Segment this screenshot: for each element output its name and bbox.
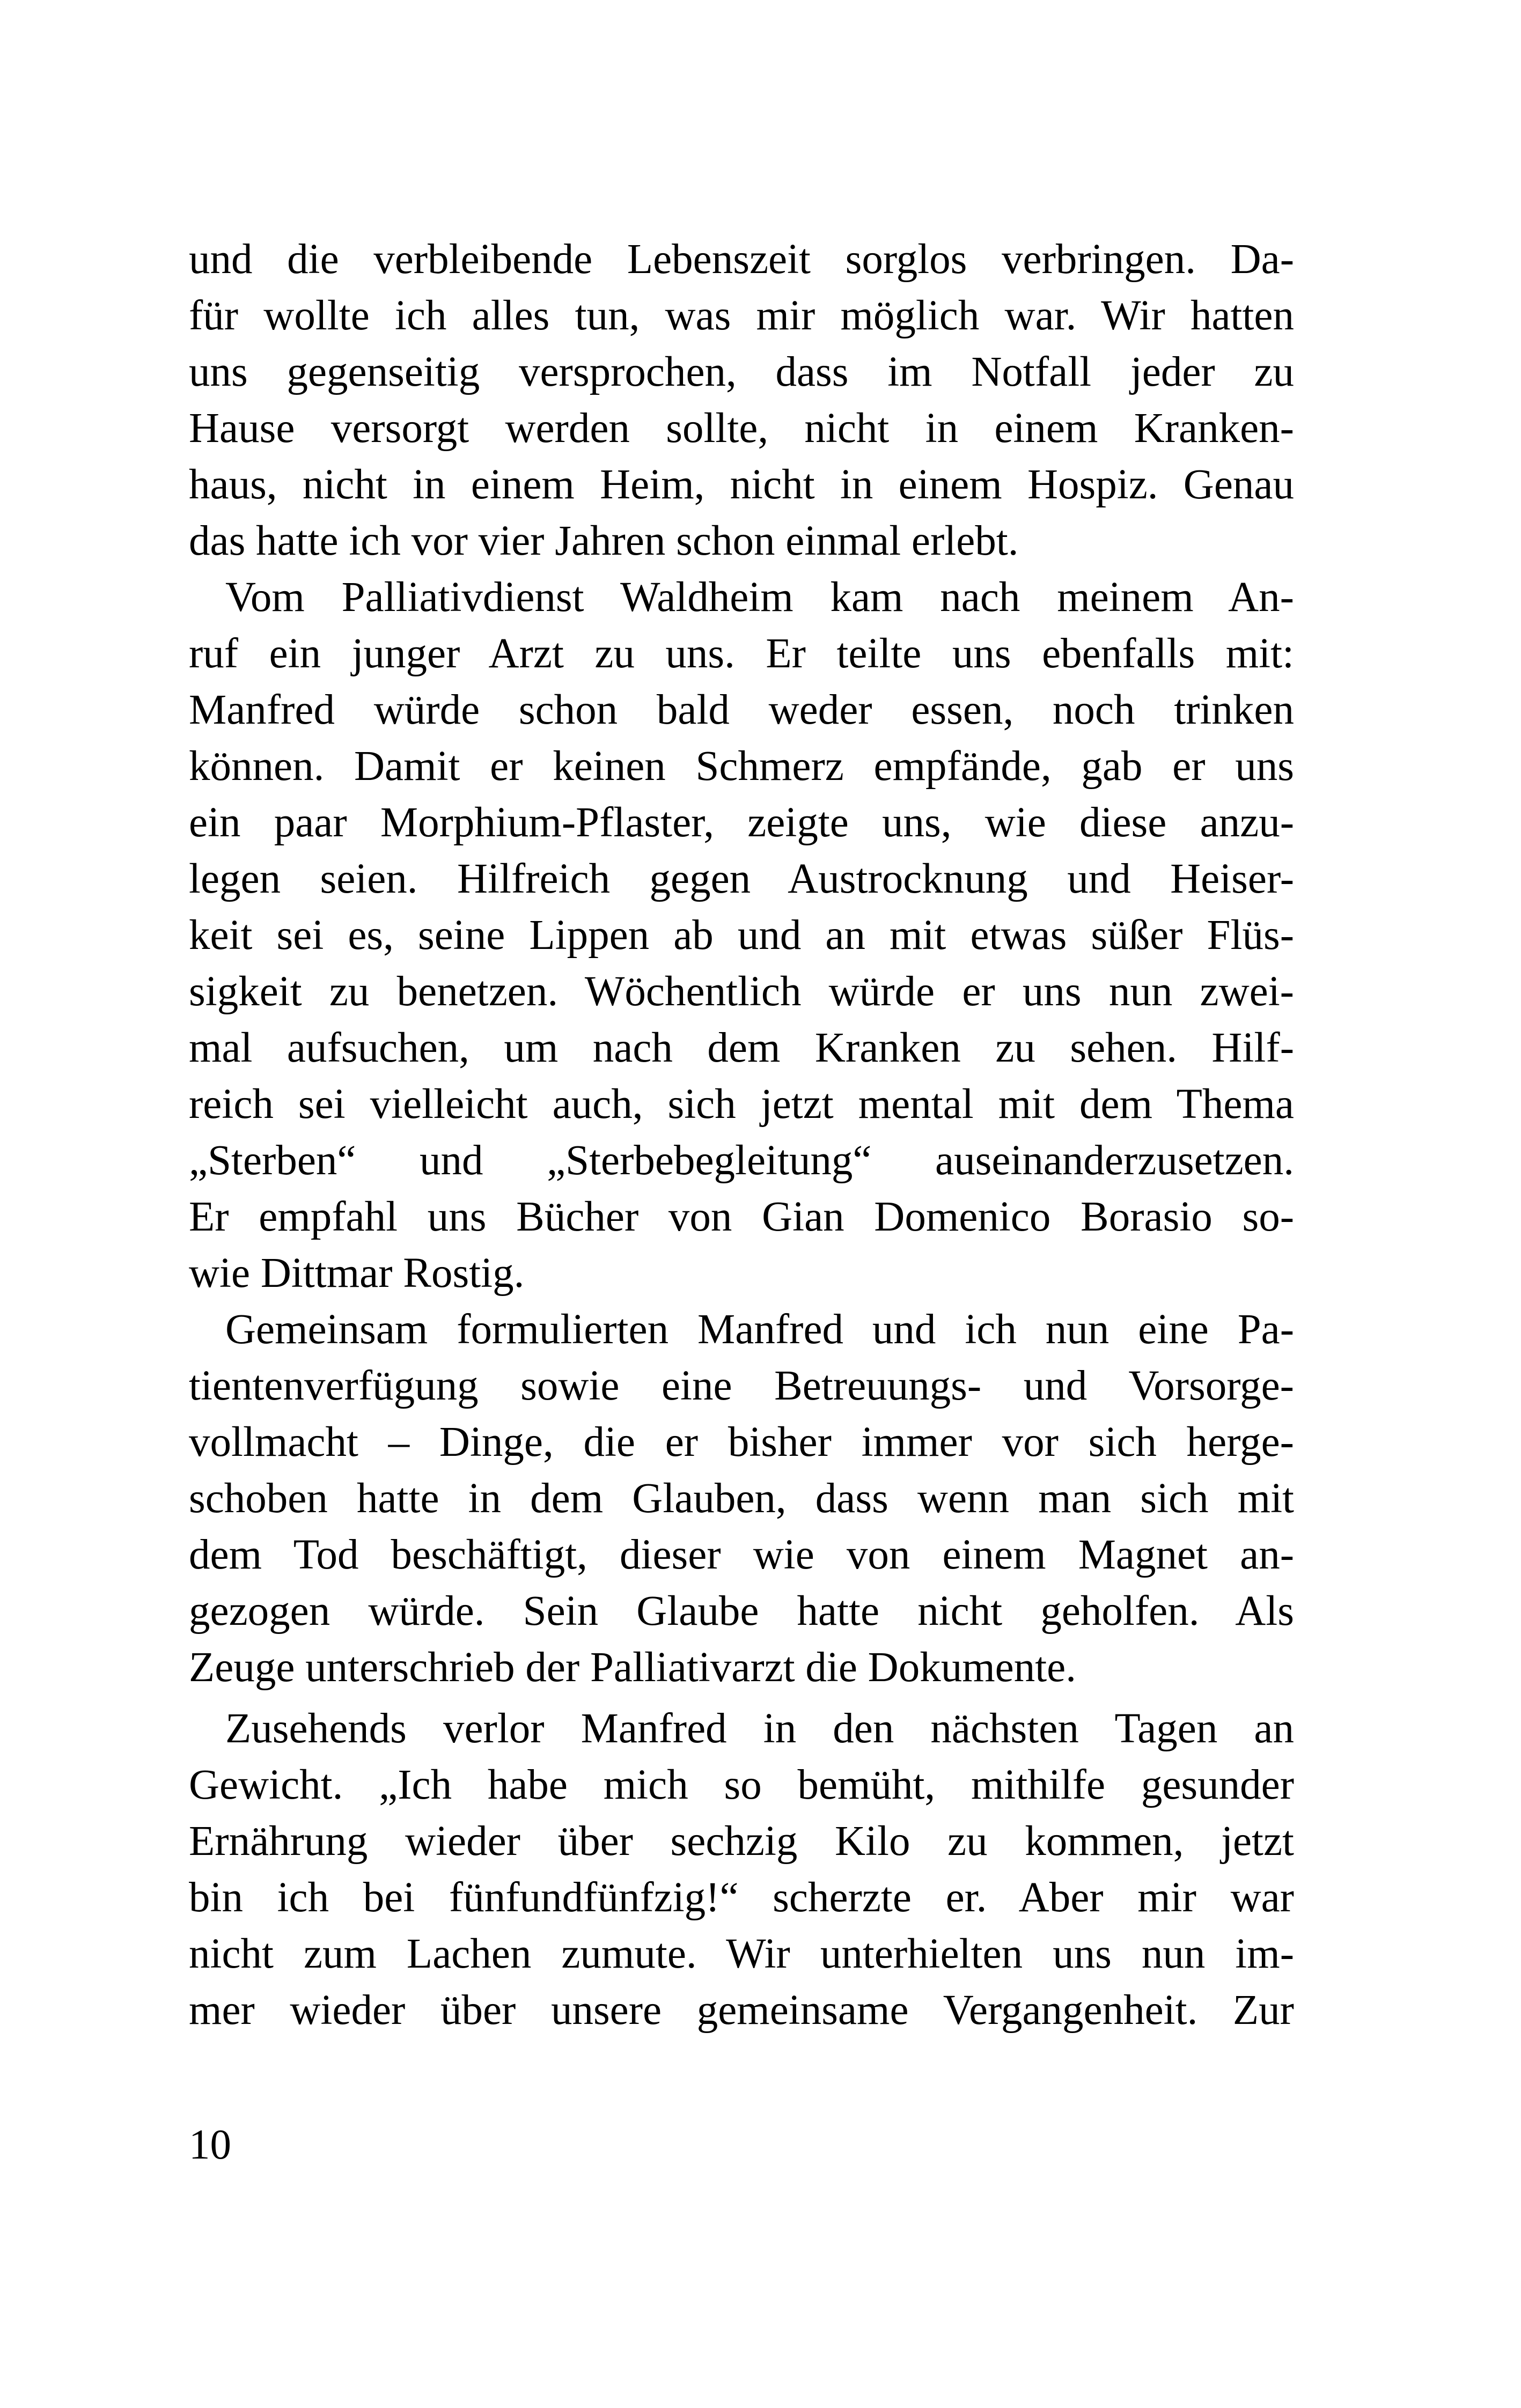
text-line: mal aufsuchen, um nach dem Kranken zu sehen. Hilf- — [189, 1025, 1294, 1071]
text-line: nicht zum Lachen zumute. Wir unterhielten uns nun im- — [189, 1931, 1294, 1977]
text-line: keit sei es, seine Lippen ab und an mit etwas süßer Flüs- — [189, 912, 1294, 959]
text-section-2 — [189, 1700, 1294, 2038]
text-line: Zeuge unterschrieb der Palliativarzt die Dokumente. — [189, 1644, 1076, 1691]
text-line: bin ich bei fünfundfünfzig!“ scherzte er. Aber mir war — [189, 1874, 1294, 1921]
text-line: Ernährung wieder über sechzig Kilo zu kommen, jetzt — [189, 1818, 1294, 1865]
text-line: ruf ein junger Arzt zu uns. Er teilte uns ebenfalls mit: — [189, 630, 1294, 677]
text-line: Hause versorgt werden sollte, nicht in einem Kranken- — [189, 405, 1294, 452]
text-line: ein paar Morphium-Pflaster, zeigte uns, wie diese anzu- — [189, 799, 1294, 846]
text-line: reich sei vielleicht auch, sich jetzt mental mit dem Thema — [189, 1081, 1294, 1128]
text-line: legen seien. Hilfreich gegen Austrocknung und Heiser- — [189, 856, 1294, 902]
text-line: können. Damit er keinen Schmerz empfände, gab er uns — [189, 743, 1294, 790]
text-line: für wollte ich alles tun, was mir möglich war. Wir hatten — [189, 292, 1294, 339]
text-line: das hatte ich vor vier Jahren schon einmal erlebt. — [189, 518, 1019, 564]
text-line: wie Dittmar Rostig. — [189, 1250, 525, 1297]
text-line: dem Tod beschäftigt, dieser wie von einem Magnet an- — [189, 1531, 1294, 1578]
text-line: Gewicht. „Ich habe mich so bemüht, mithilfe gesunder — [189, 1762, 1294, 1808]
page-number: 10 — [189, 2122, 231, 2168]
text-line: schoben hatte in dem Glauben, dass wenn man sich mit — [189, 1475, 1294, 1522]
text-line: uns gegenseitig versprochen, dass im Notfall jeder zu — [189, 349, 1294, 395]
text-line: haus, nicht in einem Heim, nicht in einem Hospiz. Genau — [189, 461, 1294, 508]
text-line: „Sterben“ und „Sterbebegleitung“ auseinanderzusetzen. — [189, 1137, 1294, 1184]
text-line: Gemeinsam formulierten Manfred und ich nun eine Pa- — [225, 1306, 1294, 1353]
text-line: Er empfahl uns Bücher von Gian Domenico Borasio so- — [189, 1194, 1294, 1240]
text-line: Zusehends verlor Manfred in den nächsten Tagen an — [225, 1705, 1294, 1752]
text-line: tientenverfügung sowie eine Betreuungs- und Vorsorge- — [189, 1363, 1294, 1409]
text-line: Manfred würde schon bald weder essen, noch trinken — [189, 687, 1294, 733]
text-line: sigkeit zu benetzen. Wöchentlich würde er uns nun zwei- — [189, 968, 1294, 1015]
text-line: vollmacht – Dinge, die er bisher immer vor sich herge- — [189, 1419, 1294, 1466]
text-section-1 — [189, 231, 1294, 1696]
text-line: gezogen würde. Sein Glaube hatte nicht geholfen. Als — [189, 1588, 1294, 1634]
text-line: und die verbleibende Lebenszeit sorglos verbringen. Da- — [189, 236, 1294, 283]
text-line: Vom Palliativdienst Waldheim kam nach meinem An- — [225, 574, 1294, 621]
text-line: mer wieder über unsere gemeinsame Vergangenheit. Zur — [189, 1987, 1294, 2034]
